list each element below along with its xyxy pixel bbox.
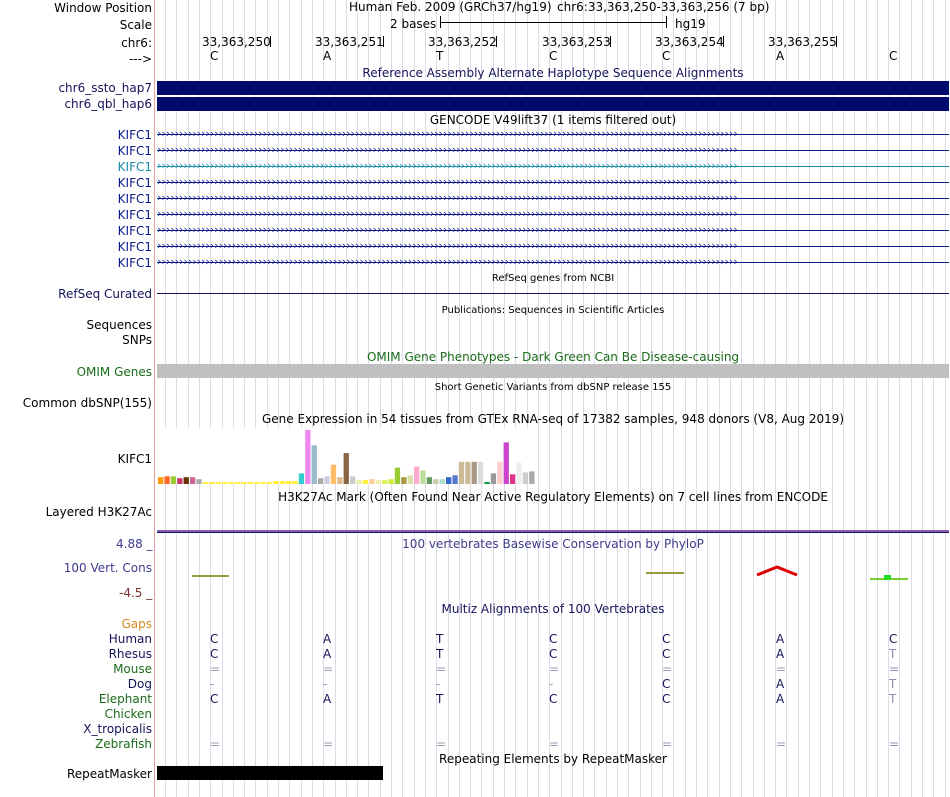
h3k27ac-title[interactable]: H3K27Ac Mark (Often Found Near Active Regulatory Elements) on 7 cell lines from ENCODE — [278, 490, 828, 504]
alignment-base: = — [210, 737, 221, 751]
strand-label: ---> — [128, 52, 152, 66]
alignment-base: = — [323, 662, 334, 676]
alt-haplo-bar-2[interactable] — [157, 97, 949, 111]
gencode-strand-arrows: ›››››››››››››››››››››››››››››››››››››››››››››››››››››››››››››››››››››››››››››››››››››››››››››››››››››››››››››››››››››››››››››››››››› — [157, 159, 738, 172]
chrom-label: chr6: — [121, 36, 152, 50]
alignment-base: A — [323, 647, 332, 661]
coordinate-tick — [723, 36, 724, 47]
gtex-tissue-bar[interactable] — [292, 481, 297, 484]
omim-bar[interactable] — [157, 364, 949, 378]
multiz-gaps-label[interactable]: Gaps — [121, 617, 152, 631]
gtex-tissue-bar[interactable] — [203, 482, 208, 484]
reference-base: C — [662, 49, 671, 63]
coordinate-label: 33,363,251 — [315, 35, 384, 49]
alignment-base: = — [436, 737, 447, 751]
alignment-base: = — [889, 737, 900, 751]
phylop-min-label: -4.5 _ — [119, 586, 153, 600]
alignment-base: = — [210, 662, 221, 676]
window-position-label: Window Position — [54, 1, 152, 15]
gtex-tissue-bar[interactable] — [523, 472, 528, 484]
species-label-chicken[interactable]: Chicken — [104, 707, 152, 721]
gtex-tissue-bar[interactable] — [318, 478, 323, 484]
coordinate-tick — [496, 36, 497, 47]
gtex-tissue-bar[interactable] — [184, 477, 189, 484]
alignment-base: = — [549, 737, 560, 751]
alignment-base: = — [662, 662, 673, 676]
phylop-mark-7-peak — [884, 575, 891, 580]
reference-base: T — [436, 49, 444, 63]
assembly-name: Human Feb. 2009 (GRCh37/hg19) — [349, 0, 552, 14]
gtex-tissue-bar[interactable] — [478, 462, 483, 484]
gtex-tissue-bar[interactable] — [497, 462, 502, 484]
alt-haplo-label-2[interactable]: chr6_qbl_hap6 — [64, 97, 152, 111]
h3k27ac-label[interactable]: Layered H3K27Ac — [45, 505, 152, 519]
gtex-tissue-bar[interactable] — [260, 482, 265, 484]
gencode-strand-arrows: ›››››››››››››››››››››››››››››››››››››››››››››››››››››››››››››››››››››››››››››››››››››››››››››››››››››››››››››››››››››››››››››››››››› — [157, 143, 738, 156]
refseq-label[interactable]: RefSeq Curated — [58, 287, 152, 301]
phylop-plot[interactable] — [157, 560, 949, 590]
scale-db: hg19 — [675, 17, 706, 31]
gencode-strand-arrows: ›››››››››››››››››››››››››››››››››››››››››››››››››››››››››››››››››››››››››››››››››››››››››››››››››››››››››››››››››››››››››››››››››››› — [157, 207, 738, 220]
alignment-base: C — [549, 632, 558, 646]
gencode-strand-arrows: ›››››››››››››››››››››››››››››››››››››››››››››››››››››››››››››››››››››››››››››››››››››››››››››››››››››››››››››››››››››››››››››››››››› — [157, 191, 738, 204]
gtex-tissue-bar[interactable] — [427, 477, 432, 484]
alignment-base: = — [662, 737, 673, 751]
omim-title[interactable]: OMIM Gene Phenotypes - Dark Green Can Be Disease-causing — [366, 350, 740, 364]
gtex-tissue-bar[interactable] — [164, 476, 169, 484]
multiz-title[interactable]: Multiz Alignments of 100 Vertebrates — [441, 602, 665, 616]
gencode-label-6[interactable]: KIFC1 — [117, 208, 152, 222]
alt-haplo-title[interactable]: Reference Assembly Alternate Haplotype Sequence Alignments — [362, 66, 744, 80]
alignment-base: C — [889, 632, 898, 646]
species-label-mouse[interactable]: Mouse — [113, 662, 152, 676]
repeatmasker-element[interactable] — [157, 766, 383, 780]
gtex-tissue-bar[interactable] — [420, 471, 425, 485]
omim-label[interactable]: OMIM Genes — [76, 365, 152, 379]
scale-bar-right — [666, 16, 667, 28]
gtex-tissue-bar[interactable] — [382, 480, 387, 484]
species-label-zebrafish[interactable]: Zebrafish — [95, 737, 152, 751]
alignment-base: C — [662, 647, 671, 661]
gtex-tissue-bar[interactable] — [305, 430, 310, 484]
gencode-label-2[interactable]: KIFC1 — [117, 144, 152, 158]
alignment-base: C — [549, 647, 558, 661]
gtex-tissue-bar[interactable] — [376, 480, 381, 484]
coordinate-tick — [383, 36, 384, 47]
coordinate-label: 33,363,250 — [202, 35, 271, 49]
scale-label: Scale — [119, 18, 152, 32]
coordinate-label: 33,363,253 — [542, 35, 611, 49]
gtex-tissue-bar[interactable] — [171, 476, 176, 484]
gtex-tissue-bar[interactable] — [331, 465, 336, 484]
gencode-strand-arrows: ›››››››››››››››››››››››››››››››››››››››››››››››››››››››››››››››››››››››››››››››››››››››››››››››››››››››››››››››››››››››››››››››››››› — [157, 127, 738, 140]
species-label-dog[interactable]: Dog — [127, 677, 152, 691]
alignment-base: C — [662, 692, 671, 706]
dbsnp-label[interactable]: Common dbSNP(155) — [22, 396, 152, 410]
h3k27ac-baseline — [157, 532, 949, 533]
phylop-title[interactable]: 100 vertebrates Basewise Conservation by PhyloP — [402, 537, 704, 551]
alignment-base: A — [776, 647, 785, 661]
gtex-tissue-bar[interactable] — [529, 471, 534, 484]
scale-bar — [440, 22, 666, 23]
gencode-strand-arrows: ›››››››››››››››››››››››››››››››››››››››››››››››››››››››››››››››››››››››››››››››››››››››››››››››››››››››››››››››››››››››››››››››››››› — [157, 223, 738, 236]
species-label-elephant[interactable]: Elephant — [98, 692, 152, 706]
gtex-tissue-bar[interactable] — [484, 482, 489, 484]
gtex-tissue-bar[interactable] — [216, 482, 221, 484]
gtex-tissue-bar[interactable] — [312, 445, 317, 484]
repeatmasker-label[interactable]: RepeatMasker — [66, 767, 152, 781]
gtex-tissue-bar[interactable] — [459, 462, 464, 484]
phylop-peak-6 — [757, 567, 797, 575]
gtex-tissue-bar[interactable] — [363, 480, 368, 484]
coordinate-tick — [270, 36, 271, 47]
scale-text: 2 bases — [390, 17, 437, 31]
label-divider — [154, 0, 155, 797]
coordinate-label: 33,363,254 — [655, 35, 724, 49]
gtex-tissue-bar[interactable] — [401, 477, 406, 484]
gtex-tissue-bar[interactable] — [516, 463, 521, 484]
gtex-tissue-bar[interactable] — [504, 442, 509, 484]
alignment-base: A — [776, 632, 785, 646]
alignment-base: A — [776, 677, 785, 691]
publications-title[interactable]: Publications: Sequences in Scientific Articles — [441, 305, 665, 316]
gtex-tissue-bar[interactable] — [177, 478, 182, 484]
gtex-tissue-bar[interactable] — [299, 473, 304, 484]
gtex-tissue-bar[interactable] — [196, 479, 201, 484]
alignment-base: T — [889, 692, 897, 706]
alignment-base: T — [889, 677, 897, 691]
publications-sequences-label[interactable]: Sequences — [86, 318, 152, 332]
gtex-tissue-bar[interactable] — [209, 482, 214, 484]
coordinate-tick — [836, 36, 837, 47]
coordinate-label: 33,363,252 — [428, 35, 497, 49]
species-label-rhesus[interactable]: Rhesus — [108, 647, 152, 661]
gtex-tissue-bar[interactable] — [388, 479, 393, 484]
gencode-label-9[interactable]: KIFC1 — [117, 256, 152, 270]
gtex-tissue-bar[interactable] — [235, 482, 240, 484]
gtex-tissue-bar[interactable] — [344, 453, 349, 484]
alignment-base: C — [210, 647, 219, 661]
reference-base: A — [776, 49, 785, 63]
gencode-strand-arrows: ›››››››››››››››››››››››››››››››››››››››››››››››››››››››››››››››››››››››››››››››››››››››››››››››››››››››››››››››››››››››››››››››››››› — [157, 175, 738, 188]
alignment-base: C — [210, 632, 219, 646]
gencode-strand-arrows: ›››››››››››››››››››››››››››››››››››››››››››››››››››››››››››››››››››››››››››››››››››››››››››››››››››››››››››››››››››››››››››››››››››› — [157, 239, 738, 252]
gtex-tissue-bar[interactable] — [286, 481, 291, 484]
gtex-tissue-bar[interactable] — [433, 479, 438, 484]
gencode-label-7[interactable]: KIFC1 — [117, 224, 152, 238]
gtex-tissue-bar[interactable] — [472, 462, 477, 484]
gtex-tissue-bar[interactable] — [228, 482, 233, 484]
gtex-bar-chart[interactable] — [157, 426, 537, 486]
gtex-tissue-bar[interactable] — [369, 479, 374, 484]
alignment-base: A — [776, 692, 785, 706]
reference-base: C — [210, 49, 219, 63]
alignment-base: A — [323, 692, 332, 706]
gtex-tissue-bar[interactable] — [465, 462, 470, 484]
publications-snps-label[interactable]: SNPs — [122, 333, 152, 347]
reference-base: A — [323, 49, 332, 63]
gtex-tissue-bar[interactable] — [440, 479, 445, 484]
reference-base: C — [549, 49, 558, 63]
gtex-tissue-bar[interactable] — [254, 482, 259, 484]
refseq-line[interactable] — [157, 293, 949, 294]
gencode-label-1[interactable]: KIFC1 — [117, 128, 152, 142]
gencode-label-3[interactable]: KIFC1 — [117, 160, 152, 174]
alignment-base: = — [776, 662, 787, 676]
alignment-base: = — [323, 737, 334, 751]
species-label-x_tropicalis[interactable]: X_tropicalis — [83, 722, 152, 736]
gtex-tissue-bar[interactable] — [222, 482, 227, 484]
gtex-tissue-bar[interactable] — [491, 473, 496, 484]
alignment-base: = — [776, 737, 787, 751]
species-label-human[interactable]: Human — [108, 632, 152, 646]
alignment-base: A — [323, 632, 332, 646]
alignment-base: C — [210, 692, 219, 706]
gtex-tissue-bar[interactable] — [241, 482, 246, 484]
gtex-tissue-bar[interactable] — [414, 467, 419, 484]
repeatmasker-title[interactable]: Repeating Elements by RepeatMasker — [439, 752, 667, 766]
gtex-tissue-bar[interactable] — [190, 477, 195, 484]
gtex-tissue-bar[interactable] — [337, 477, 342, 484]
dbsnp-title[interactable]: Short Genetic Variants from dbSNP release 155 — [434, 382, 672, 393]
alignment-base: C — [662, 677, 671, 691]
gencode-label-4[interactable]: KIFC1 — [117, 176, 152, 190]
gtex-tissue-bar[interactable] — [267, 482, 272, 484]
alignment-base: = — [889, 662, 900, 676]
alignment-base: T — [436, 632, 444, 646]
alignment-base: - — [323, 677, 328, 691]
gtex-tissue-bar[interactable] — [356, 480, 361, 484]
gtex-tissue-bar[interactable] — [273, 481, 278, 484]
gtex-tissue-bar[interactable] — [248, 482, 253, 484]
alignment-base: = — [436, 662, 447, 676]
window-position-value[interactable]: chr6:33,363,250-33,363,256 (7 bp) — [557, 0, 770, 14]
alignment-base: - — [436, 677, 441, 691]
gtex-tissue-bar[interactable] — [510, 474, 515, 484]
alt-haplo-bar-1[interactable] — [157, 81, 949, 95]
gtex-tissue-bar[interactable] — [158, 477, 163, 484]
alignment-base: C — [549, 692, 558, 706]
gencode-strand-arrows: ›››››››››››››››››››››››››››››››››››››››››››››››››››››››››››››››››››››››››››››››››››››››››››››››››››››››››››››››››››››››››››››››››››› — [157, 255, 738, 268]
coordinate-label: 33,363,255 — [768, 35, 837, 49]
alignment-base: - — [210, 677, 215, 691]
alignment-base: C — [662, 632, 671, 646]
gtex-tissue-bar[interactable] — [324, 476, 329, 484]
alignment-base: T — [436, 647, 444, 661]
gtex-tissue-bar[interactable] — [446, 477, 451, 484]
gtex-tissue-bar[interactable] — [280, 481, 285, 484]
gtex-title[interactable]: Gene Expression in 54 tissues from GTEx RNA-seq of 17382 samples, 948 donors (V8, Aug 2019) — [261, 412, 845, 426]
gtex-tissue-bar[interactable] — [395, 468, 400, 484]
phylop-label[interactable]: 100 Vert. Cons — [63, 561, 152, 575]
alignment-base: T — [889, 647, 897, 661]
gtex-label[interactable]: KIFC1 — [117, 452, 152, 466]
coordinate-tick — [610, 36, 611, 47]
gtex-tissue-bar[interactable] — [452, 475, 457, 484]
gtex-tissue-bar[interactable] — [408, 475, 413, 484]
gencode-label-5[interactable]: KIFC1 — [117, 192, 152, 206]
reference-base: C — [889, 49, 898, 63]
alignment-base: = — [549, 662, 560, 676]
alt-haplo-label-1[interactable]: chr6_ssto_hap7 — [58, 81, 152, 95]
alignment-base: - — [549, 677, 554, 691]
gtex-tissue-bar[interactable] — [350, 476, 355, 484]
alignment-base: T — [436, 692, 444, 706]
gencode-label-8[interactable]: KIFC1 — [117, 240, 152, 254]
refseq-title[interactable]: RefSeq genes from NCBI — [491, 273, 615, 284]
phylop-max-label: 4.88 _ — [116, 537, 153, 551]
gencode-title[interactable]: GENCODE V49lift37 (1 items filtered out) — [429, 113, 677, 127]
